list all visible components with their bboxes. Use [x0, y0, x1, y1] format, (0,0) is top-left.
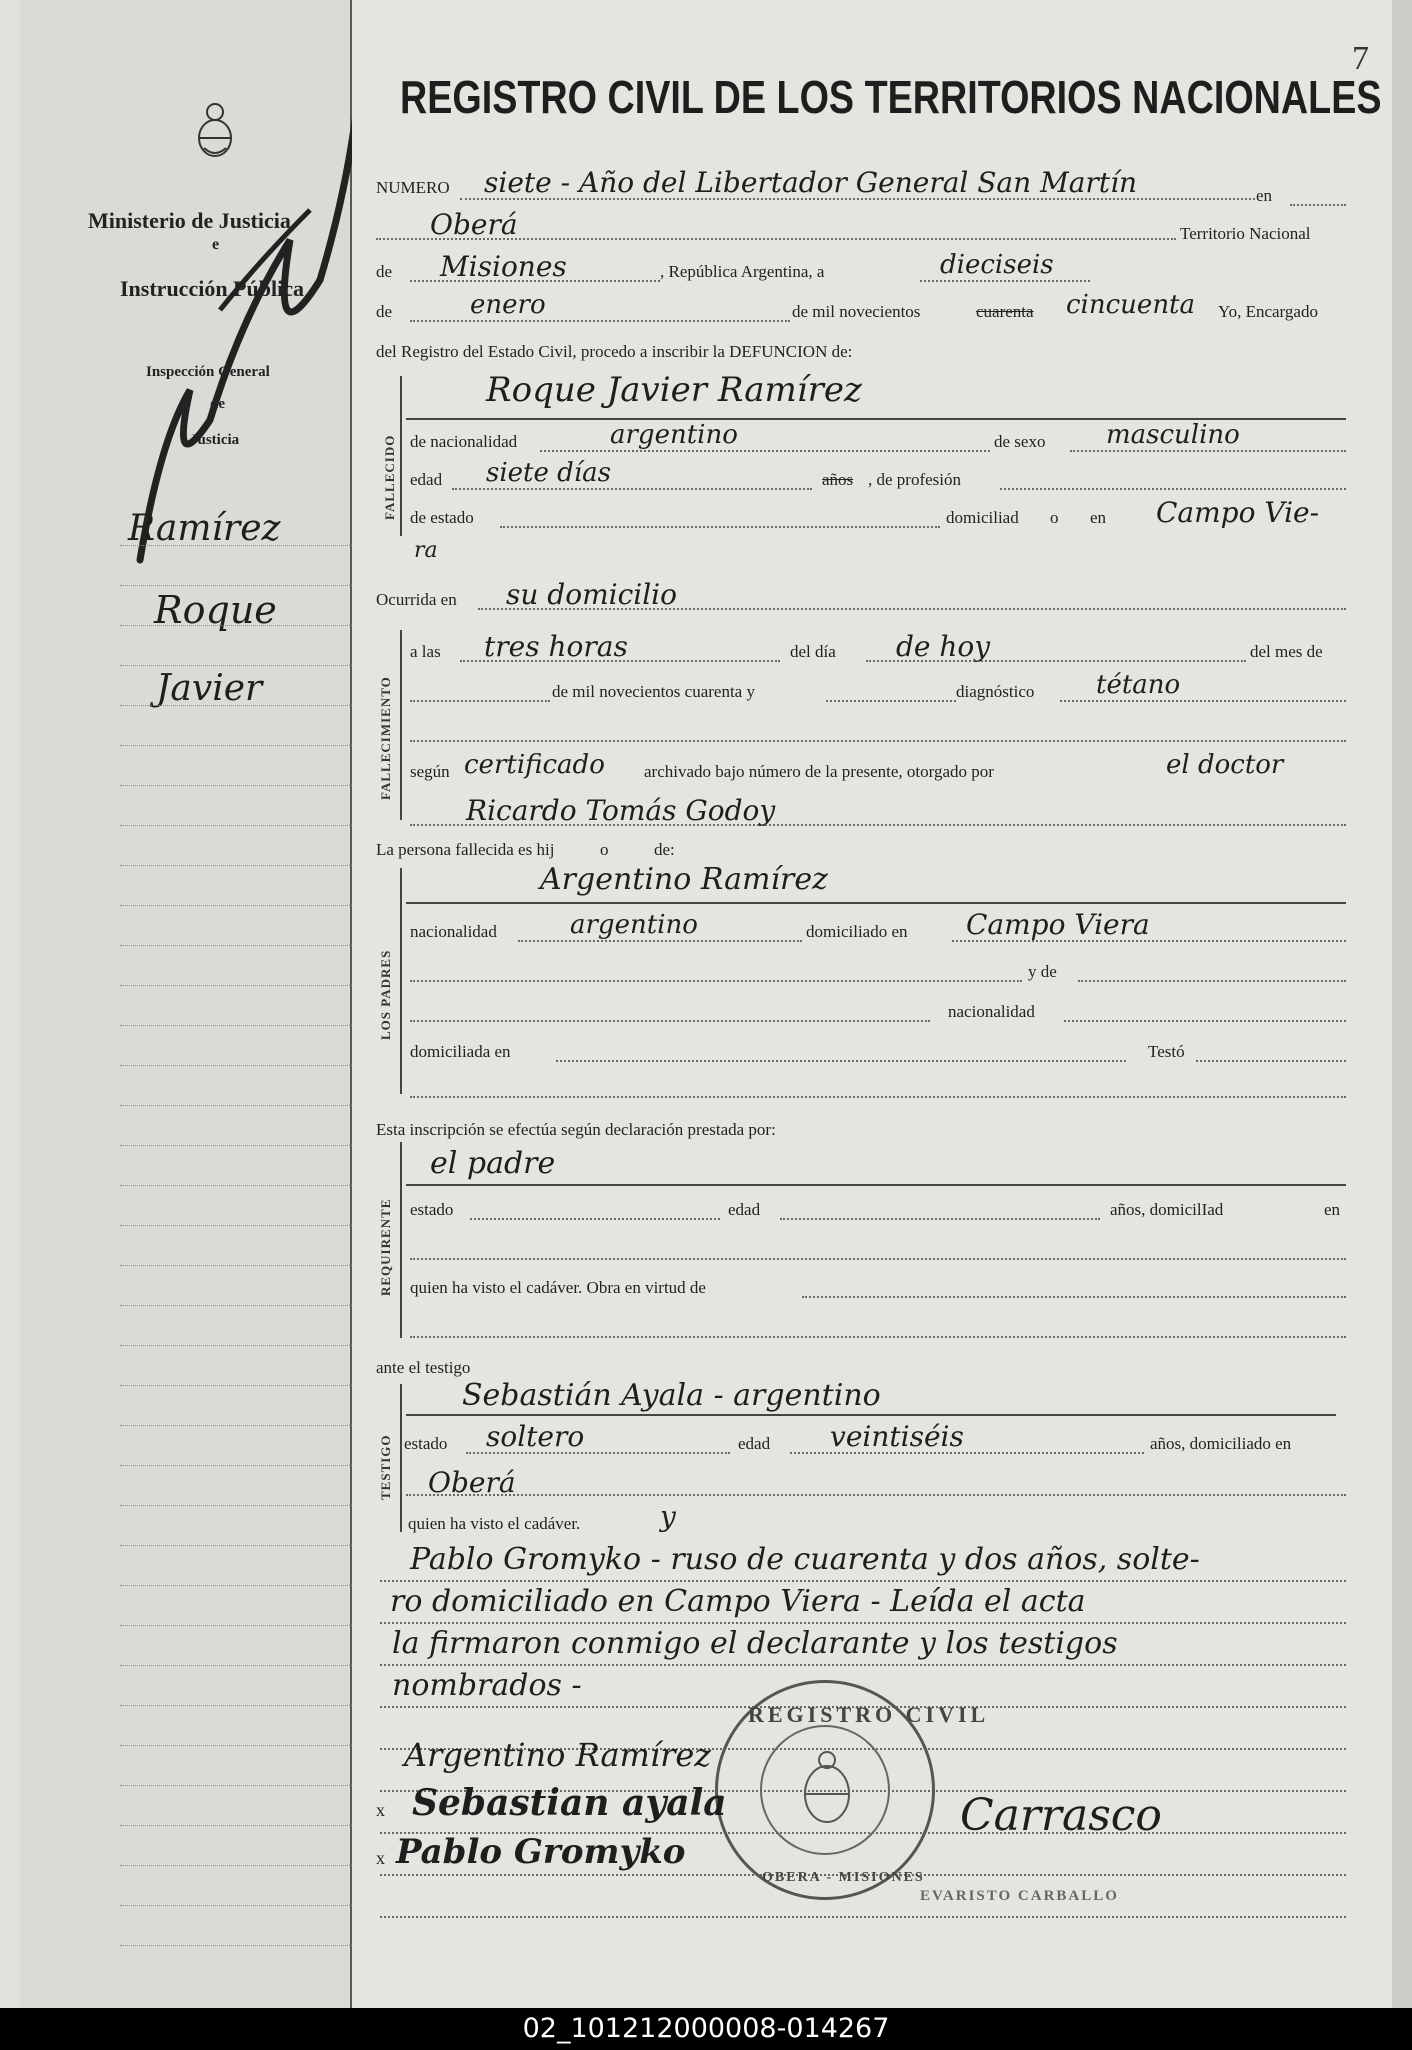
- label-sexo: de sexo: [994, 432, 1046, 451]
- hw-testigo-dom: Oberá: [428, 1466, 516, 1499]
- label-ante: ante el testigo: [376, 1358, 471, 1377]
- margin-signature: [100, 60, 370, 580]
- label-en: en: [1256, 186, 1273, 205]
- label-anos-dom2: años, domiciliado en: [1150, 1434, 1292, 1453]
- margin-surname: Ramírez: [128, 508, 281, 549]
- section-testigo: TESTIGO: [378, 1434, 393, 1500]
- margin-column: [20, 0, 352, 2008]
- label-testo: Testó: [1148, 1042, 1185, 1061]
- label-de-estado: de estado: [410, 508, 474, 527]
- hw-dia-fall: de hoy: [896, 630, 991, 663]
- inspection-line1: Inspección General: [146, 364, 270, 380]
- inspection-line2: de: [210, 396, 225, 412]
- section-requirente: REQUIRENTE: [378, 1198, 393, 1296]
- hw-edad: siete días: [486, 458, 611, 488]
- hw-testigo: Sebastián Ayala - argentino: [462, 1378, 881, 1413]
- hw-diagnostico: tétano: [1096, 670, 1181, 700]
- stamp-top-text: REGISTRO CIVIL: [748, 1702, 990, 1727]
- label-persona-de: de:: [654, 840, 675, 859]
- label-edad3: edad: [738, 1434, 771, 1453]
- signature-sebastian: Sebastian ayala: [412, 1782, 727, 1824]
- hw-nombre: Roque Javier Ramírez: [486, 370, 862, 410]
- label-quien-visto: quien ha visto el cadáver. Obra en virtud de: [410, 1278, 706, 1297]
- ministry-line1: Ministerio de Justicia: [88, 208, 291, 233]
- label-ocurrida: Ocurrida en: [376, 590, 457, 609]
- label-numero: NUMERO: [376, 178, 450, 197]
- label-registro: del Registro del Estado Civil, procedo a inscribir la DEFUNCION de:: [376, 342, 853, 361]
- label-domiciliado-en: domiciliado en: [806, 922, 908, 941]
- hw-territorio: Misiones: [440, 250, 567, 283]
- hw-otorgado: el doctor: [1166, 750, 1284, 780]
- label-diagnostico: diagnóstico: [956, 682, 1035, 701]
- label-segun: según: [410, 762, 450, 781]
- label-de: de: [376, 262, 393, 281]
- label-inscripcion: Esta inscripción se efectúa según declaración prestada por:: [376, 1120, 776, 1139]
- hw-domicilio-cont: ra: [414, 538, 438, 563]
- label-domiciliad: domiciliad: [946, 508, 1019, 527]
- label-a-las: a las: [410, 642, 441, 661]
- hw-doctor: Ricardo Tomás Godoy: [466, 794, 776, 827]
- hw-testigo-edad: veintiséis: [830, 1420, 964, 1453]
- hw-nacionalidad: argentino: [610, 420, 738, 450]
- hw-segun: certificado: [464, 750, 605, 780]
- signature-encargado: Carrasco: [960, 1790, 1162, 1841]
- label-en3: en: [1324, 1200, 1341, 1219]
- label-cuarenta-struck: cuarenta: [976, 302, 1034, 321]
- margin-firstname: Roque: [154, 588, 277, 632]
- section-padres: LOS PADRES: [378, 949, 393, 1040]
- label-estado2: estado: [404, 1434, 448, 1453]
- label-edad2: edad: [728, 1200, 761, 1219]
- ministry-line3: Instrucción Pública: [120, 276, 304, 301]
- label-territorio: Territorio Nacional: [1180, 224, 1311, 243]
- hw-domicilio: Campo Vie-: [1156, 496, 1320, 529]
- document-page: Ministerio de Justicia e Instrucción Pública Inspección General de Justicia Ramírez Roque Javier 7 REGISTRO CIVIL DE LOS TERRITORIOS NACIONALES NUMERO siete - Año del Libertador General San Martín en Oberá Territorio Nacional de Misiones , República Argentina, a dieciseis de enero de mil novecientos cuarenta cincuenta Yo, Encargado del Registro del Estado Civil, procedo a inscribir la DEFUNCION de: FALLECIDO Roque Javier Ramírez de nacionalidad argentino de sexo masculino edad siete días años , de profesión de estado domiciliad o en Campo Vie- ra Ocurrida en su domicilio FALLECIMIENTO a las tres horas del día de hoy del mes de de mil novecientos cuarenta y diagnóstico tétano según certificado archivado bajo número de la presente, otorgado por el doctor Ricardo Tomás Godoy La persona fallecida es hij o de: LOS PADRES Argentino Ramírez nacionalidad argentino domiciliado en Campo Viera y de nacionalidad domiciliada en Testó Esta inscripción se efectúa según declaración prestada por: REQUIRENTE el padre estado edad años, domicilIad en quien ha visto el cadáver. Obra en virtud de ante el testigo TESTIGO Sebastián Ayala - argentino estado soltero edad veintiséis años, domiciliado en Oberá quien ha visto el cadáver. y Pablo Gromyko - ruso de cuarenta y dos años, solte- ro domiciliado en Campo Viera - Leída el acta la firmaron conmigo el declarante y los testigos nombrados - REGISTRO CIVIL OBERA - MISIONES EVARISTO CARBALLO Argentino Ramírez Sebastian ayala Pablo Gromyko Carrasco x x: [0, 0, 1412, 2008]
- hw-y: y: [660, 1500, 676, 1533]
- label-quien-visto2: quien ha visto el cadáver.: [408, 1514, 581, 1533]
- stamp-crest-icon: [800, 1750, 854, 1834]
- label-persona: La persona fallecida es hij: [376, 840, 555, 859]
- hw-mes: enero: [470, 290, 546, 320]
- margin-middlename: Javier: [156, 668, 263, 709]
- image-caption: 02_101212000008-014267: [0, 2008, 1412, 2050]
- page-number: 7: [1352, 40, 1369, 77]
- label-nacionalidad2: nacionalidad: [410, 922, 497, 941]
- hw-domiciliad-suffix: o: [1050, 508, 1059, 527]
- label-y-de: y de: [1028, 962, 1057, 981]
- page-title: REGISTRO CIVIL DE LOS TERRITORIOS NACIONALES: [400, 71, 1382, 123]
- hw-parrafo-2: ro domiciliado en Campo Viera - Leída el acta: [390, 1584, 1086, 1619]
- hw-testigo-estado: soltero: [486, 1420, 585, 1453]
- signature-argentino: Argentino Ramírez: [404, 1736, 712, 1774]
- label-del-dia: del día: [790, 642, 836, 661]
- hw-dia: dieciseis: [940, 250, 1054, 280]
- hw-numero: siete - Año del Libertador General San Martín: [484, 166, 1138, 199]
- ministry-line2: e: [212, 236, 220, 253]
- label-mil-nov: de mil novecientos: [792, 302, 921, 321]
- label-nacionalidad: de nacionalidad: [410, 432, 518, 451]
- hw-lugar: Oberá: [430, 208, 518, 241]
- stamp-official-name: EVARISTO CARBALLO: [920, 1888, 1119, 1904]
- label-republica: , República Argentina, a: [660, 262, 825, 281]
- label-estado: estado: [410, 1200, 454, 1219]
- label-anos-dom: años, domicilIad: [1110, 1200, 1224, 1219]
- hw-parrafo-1: Pablo Gromyko - ruso de cuarenta y dos años, solte-: [410, 1542, 1200, 1577]
- label-profesion: , de profesión: [868, 470, 962, 489]
- hw-sexo: masculino: [1106, 420, 1240, 450]
- hw-padre-dom: Campo Viera: [966, 908, 1150, 941]
- hw-padre-nac: argentino: [570, 910, 698, 940]
- hw-hijo-suffix: o: [600, 840, 609, 859]
- hw-parrafo-4: nombrados -: [392, 1668, 582, 1703]
- stamp-bottom-text: OBERA - MISIONES: [762, 1870, 925, 1885]
- label-archivado: archivado bajo número de la presente, otorgado por: [644, 762, 994, 781]
- hw-ocurrida: su domicilio: [506, 578, 677, 611]
- label-del-mes: del mes de: [1250, 642, 1323, 661]
- section-fallecido: FALLECIDO: [382, 434, 397, 520]
- hw-ano: cincuenta: [1066, 290, 1196, 320]
- section-fallecimiento: FALLECIMIENTO: [378, 676, 393, 800]
- label-nacionalidad3: nacionalidad: [948, 1002, 1035, 1021]
- signature-pablo: Pablo Gromyko: [396, 1832, 686, 1872]
- hw-declarante: el padre: [430, 1146, 556, 1181]
- hw-hora: tres horas: [484, 630, 628, 663]
- label-yo: Yo, Encargado: [1218, 302, 1318, 321]
- hw-parrafo-3: la firmaron conmigo el declarante y los testigos: [392, 1626, 1118, 1661]
- inspection-line3: Justicia: [190, 432, 240, 448]
- label-en2: en: [1090, 508, 1107, 527]
- label-mil-cuarenta: de mil novecientos cuarenta y: [552, 682, 755, 701]
- label-domiciliada-en: domiciliada en: [410, 1042, 511, 1061]
- label-anos: años: [822, 470, 854, 489]
- hw-padre: Argentino Ramírez: [540, 862, 828, 897]
- label-edad: edad: [410, 470, 443, 489]
- label-de2: de: [376, 302, 393, 321]
